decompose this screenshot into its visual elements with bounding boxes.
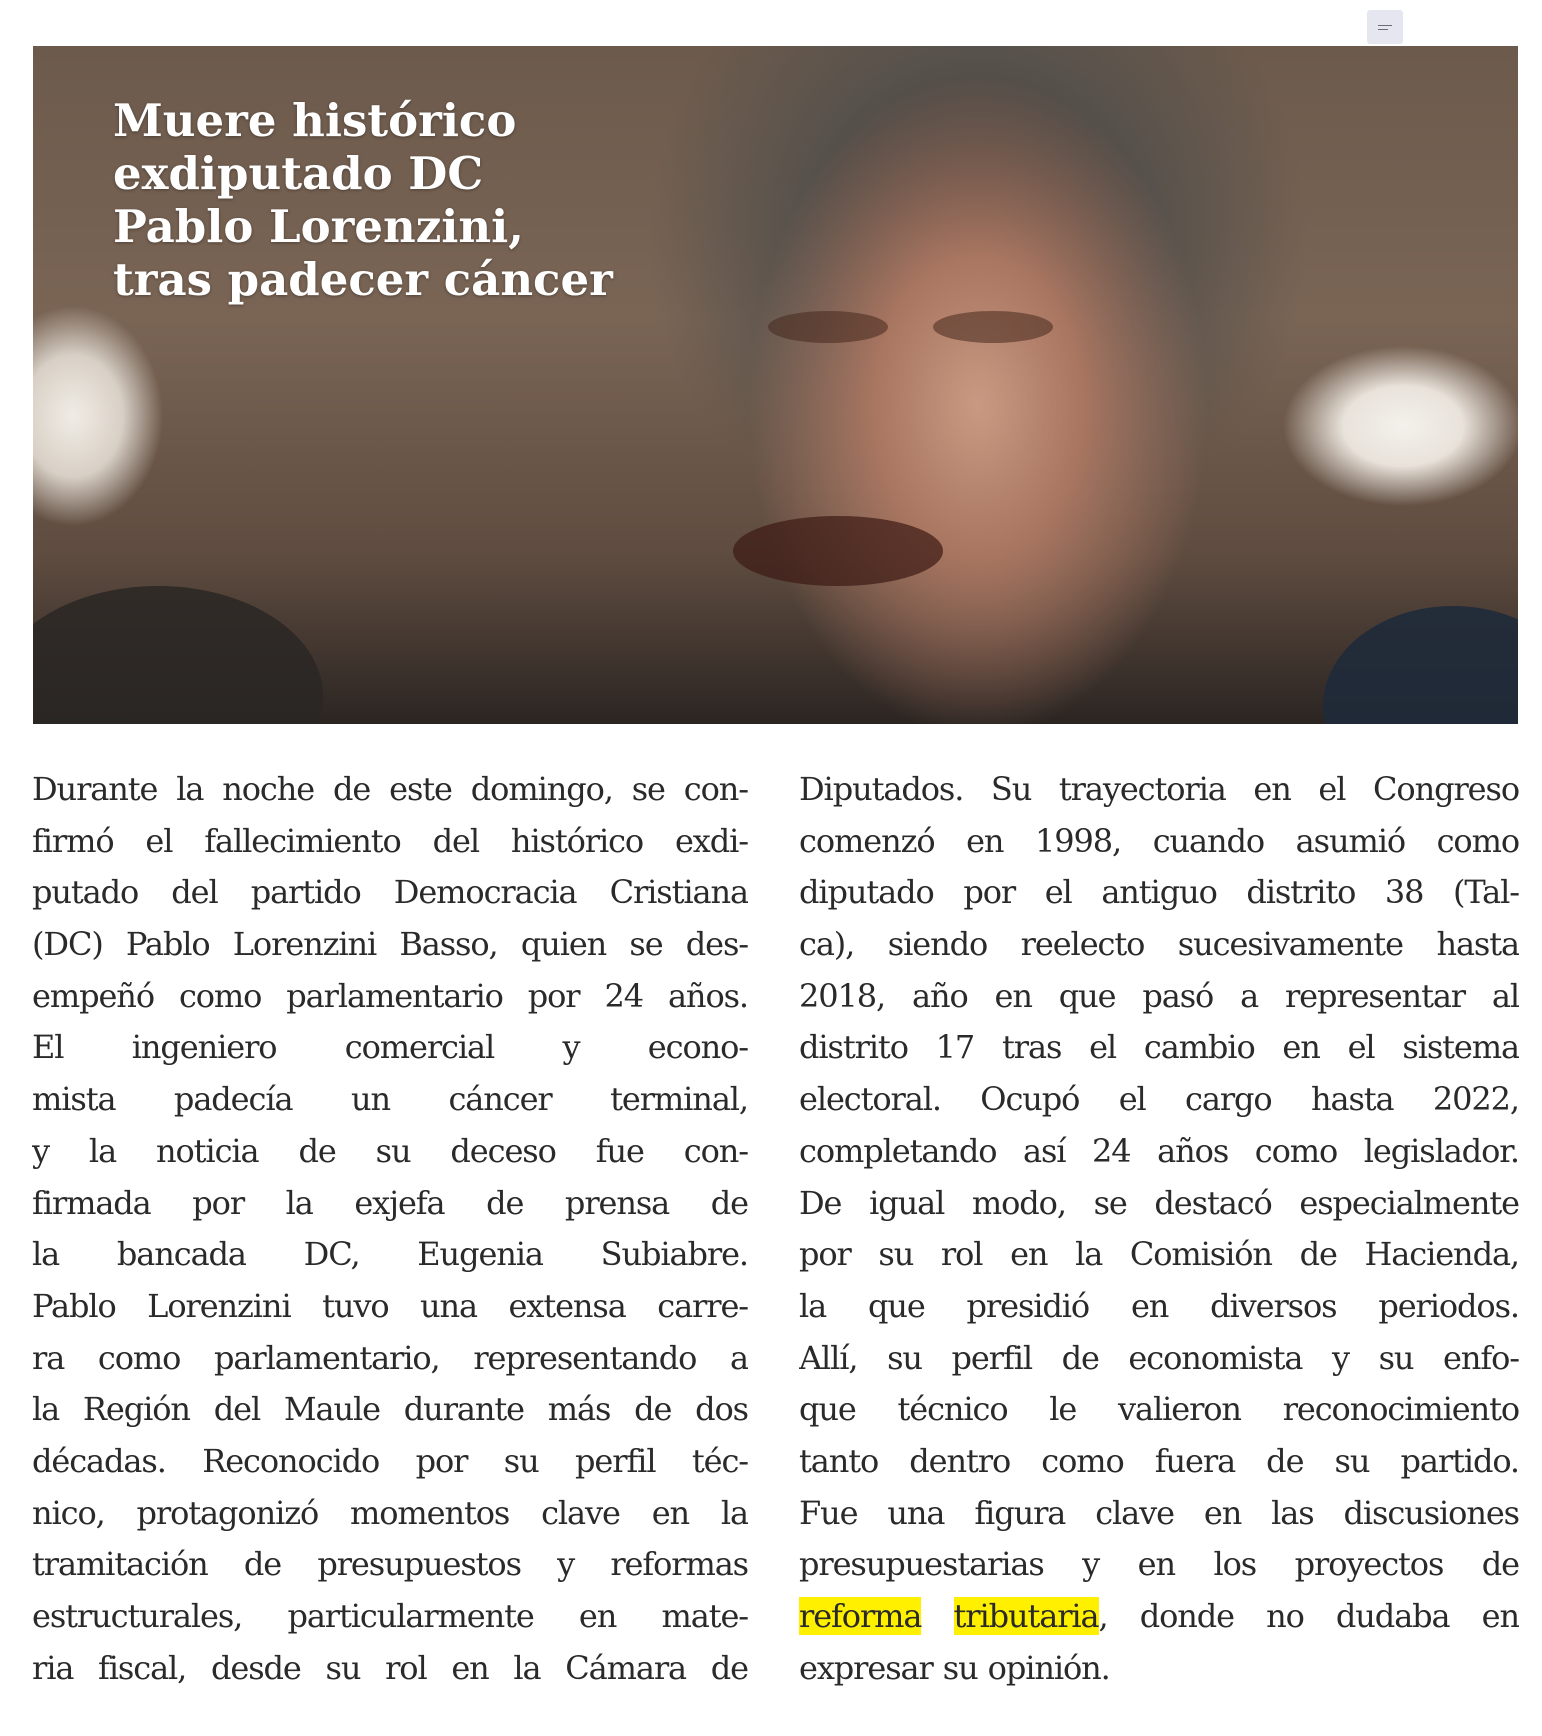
article-headline bbox=[113, 94, 613, 306]
body-line: Diputados. Su trayectoria en el Congreso bbox=[799, 770, 1519, 808]
body-line: distrito 17 tras el cambio en el sistema bbox=[799, 1028, 1519, 1067]
headline-line: Muere histórico bbox=[113, 94, 517, 147]
body-line: firmada por la exjefa de prensa de bbox=[32, 1183, 748, 1222]
body-line: (DC) Pablo Lorenzini Basso, quien se des- bbox=[32, 925, 748, 964]
body-line: ca), siendo reelecto sucesivamente hasta bbox=[799, 925, 1519, 964]
photo-shape bbox=[33, 586, 323, 724]
body-line: la Región del Maule durante más de dos bbox=[32, 1390, 748, 1429]
body-line: firmó el fallecimiento del histórico exdi- bbox=[32, 821, 748, 860]
headline-line: exdiputado DC bbox=[113, 147, 484, 200]
body-line: la bancada DC, Eugenia Subiabre. bbox=[32, 1235, 748, 1274]
body-line: Allí, su perfil de economista y su enfo- bbox=[799, 1338, 1519, 1377]
body-line: ria fiscal, desde su rol en la Cámara de bbox=[32, 1648, 748, 1687]
body-line: diputado por el antiguo distrito 38 (Tal- bbox=[799, 873, 1519, 912]
body-line: electoral. Ocupó el cargo hasta 2022, bbox=[799, 1080, 1519, 1119]
body-line: la que presidió en diversos periodos. bbox=[799, 1286, 1519, 1325]
body-line: completando así 24 años como legislador. bbox=[799, 1131, 1519, 1170]
body-line: décadas. Reconocido por su perfil téc- bbox=[32, 1441, 748, 1480]
headline-line: Pablo Lorenzini, bbox=[113, 200, 524, 253]
article-body bbox=[32, 764, 1519, 1694]
body-line: presupuestarias y en los proyectos de bbox=[799, 1545, 1519, 1584]
body-line: El ingeniero comercial y econo- bbox=[32, 1028, 748, 1067]
body-line: Fue una figura clave en las discusiones bbox=[799, 1493, 1519, 1532]
body-line: expresar su opinión. bbox=[799, 1648, 1110, 1687]
body-line: Durante la noche de este domingo, se con- bbox=[32, 770, 748, 808]
body-line: 2018, año en que pasó a representar al bbox=[799, 976, 1519, 1015]
body-line: mista padecía un cáncer terminal, bbox=[32, 1080, 748, 1119]
headline-line: tras padecer cáncer bbox=[113, 253, 613, 306]
body-line: nico, protagonizó momentos clave en la bbox=[32, 1493, 748, 1532]
menu-icon-bar bbox=[1378, 29, 1388, 30]
body-line: ra como parlamentario, representando a bbox=[32, 1338, 748, 1377]
menu-icon-bar bbox=[1378, 25, 1392, 26]
highlighted-text[interactable]: tributaria bbox=[953, 1597, 1099, 1635]
body-line: putado del partido Democracia Cristiana bbox=[32, 873, 748, 912]
photo-shape bbox=[933, 311, 1053, 343]
body-line: estructurales, particularmente en mate- bbox=[32, 1597, 748, 1635]
body-line: tanto dentro como fuera de su partido. bbox=[799, 1441, 1519, 1480]
body-line: que técnico le valieron reconocimiento bbox=[799, 1390, 1519, 1429]
photo-shape bbox=[733, 516, 943, 586]
article-photo bbox=[33, 46, 1518, 724]
photo-shape bbox=[1323, 606, 1518, 724]
left-column bbox=[32, 764, 748, 1694]
body-line: empeñó como parlamentario por 24 años. bbox=[32, 976, 748, 1015]
highlighted-text[interactable]: reforma bbox=[799, 1597, 922, 1635]
body-line: por su rol en la Comisión de Hacienda, bbox=[799, 1235, 1519, 1274]
body-line: tramitación de presupuestos y reformas bbox=[32, 1545, 748, 1584]
body-line-highlighted bbox=[799, 1591, 1519, 1643]
body-text: , donde no dudaba en bbox=[1098, 1597, 1519, 1635]
body-line: comenzó en 1998, cuando asumió como bbox=[799, 821, 1519, 860]
body-line: y la noticia de su deceso fue con- bbox=[32, 1131, 748, 1170]
body-line: Pablo Lorenzini tuvo una extensa carre- bbox=[32, 1286, 748, 1325]
menu-icon[interactable] bbox=[1367, 10, 1403, 44]
right-column bbox=[799, 764, 1519, 1694]
photo-shape bbox=[768, 311, 888, 343]
body-line: De igual modo, se destacó especialmente bbox=[799, 1183, 1519, 1222]
